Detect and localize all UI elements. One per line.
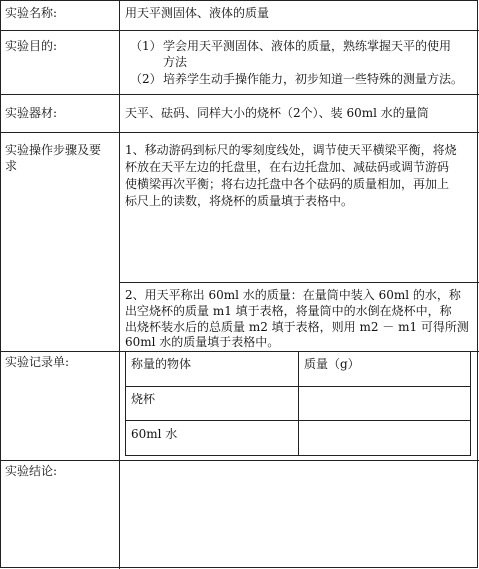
step-divider <box>119 282 479 283</box>
label-equipment: 实验器材: <box>5 106 58 120</box>
experiment-name-value: 用天平测固体、液体的质量 <box>125 6 270 20</box>
row-divider <box>0 132 479 133</box>
label-steps: 实验操作步骤及要 <box>5 143 102 157</box>
record-table-col-divider <box>298 351 299 456</box>
label-conclusion: 实验结论: <box>5 464 58 478</box>
label-purpose: 实验目的: <box>5 39 58 53</box>
step2-line: 60ml 水的质量填于表格中。 <box>125 335 280 349</box>
record-table-header: 质量（g） <box>304 357 360 371</box>
step2-line: 出空烧杯的质量 m1 填于表格，将量筒中的水倒在烧杯中，称 <box>125 304 452 318</box>
purpose-item-text: 方法 <box>163 55 188 69</box>
step2-line: 2、用天平称出 60ml 水的质量：在量筒中装入 60ml 的水，称 <box>125 288 461 302</box>
row-divider <box>0 30 479 31</box>
purpose-item-text: 学会用天平测固体、液体的质量，熟练掌握天平的使用 <box>163 39 452 53</box>
equipment-value: 天平、砝码、同样大小的烧杯（2个）、装 60ml 水的量筒 <box>125 106 429 120</box>
label-steps: 求 <box>5 159 18 173</box>
record-table-header: 称量的物体 <box>131 357 192 371</box>
row-divider <box>0 94 479 95</box>
purpose-item-num: （1） <box>130 39 162 53</box>
record-table-cell: 烧杯 <box>131 392 156 406</box>
conclusion-area[interactable] <box>120 461 477 567</box>
step1-line: 标尺上的读数，将烧杯的质量填于表格中。 <box>125 194 354 208</box>
step1-line: 1、移动游码到标尺的零刻度线处，调节使天平横梁平衡，将烧 <box>125 143 457 157</box>
purpose-item-num: （2） <box>130 72 162 86</box>
label-experiment-name: 实验名称: <box>5 6 58 20</box>
step1-line: 杯放在天平左边的托盘里，在右边托盘加、减砝码或调节游码 <box>125 160 450 174</box>
record-table-cell: 60ml 水 <box>131 427 178 441</box>
label-record: 实验记录单: <box>5 355 70 369</box>
purpose-item-text: 培养学生动手操作能力，初步知道一些特殊的测量方法。 <box>163 72 464 86</box>
step1-line: 使横梁再次平衡；将右边托盘中各个砝码的质量相加，再加上 <box>125 177 450 191</box>
step2-line: 出烧杯装水后的总质量 m2 填于表格，则用 m2 － m1 可得所测 <box>125 320 469 334</box>
